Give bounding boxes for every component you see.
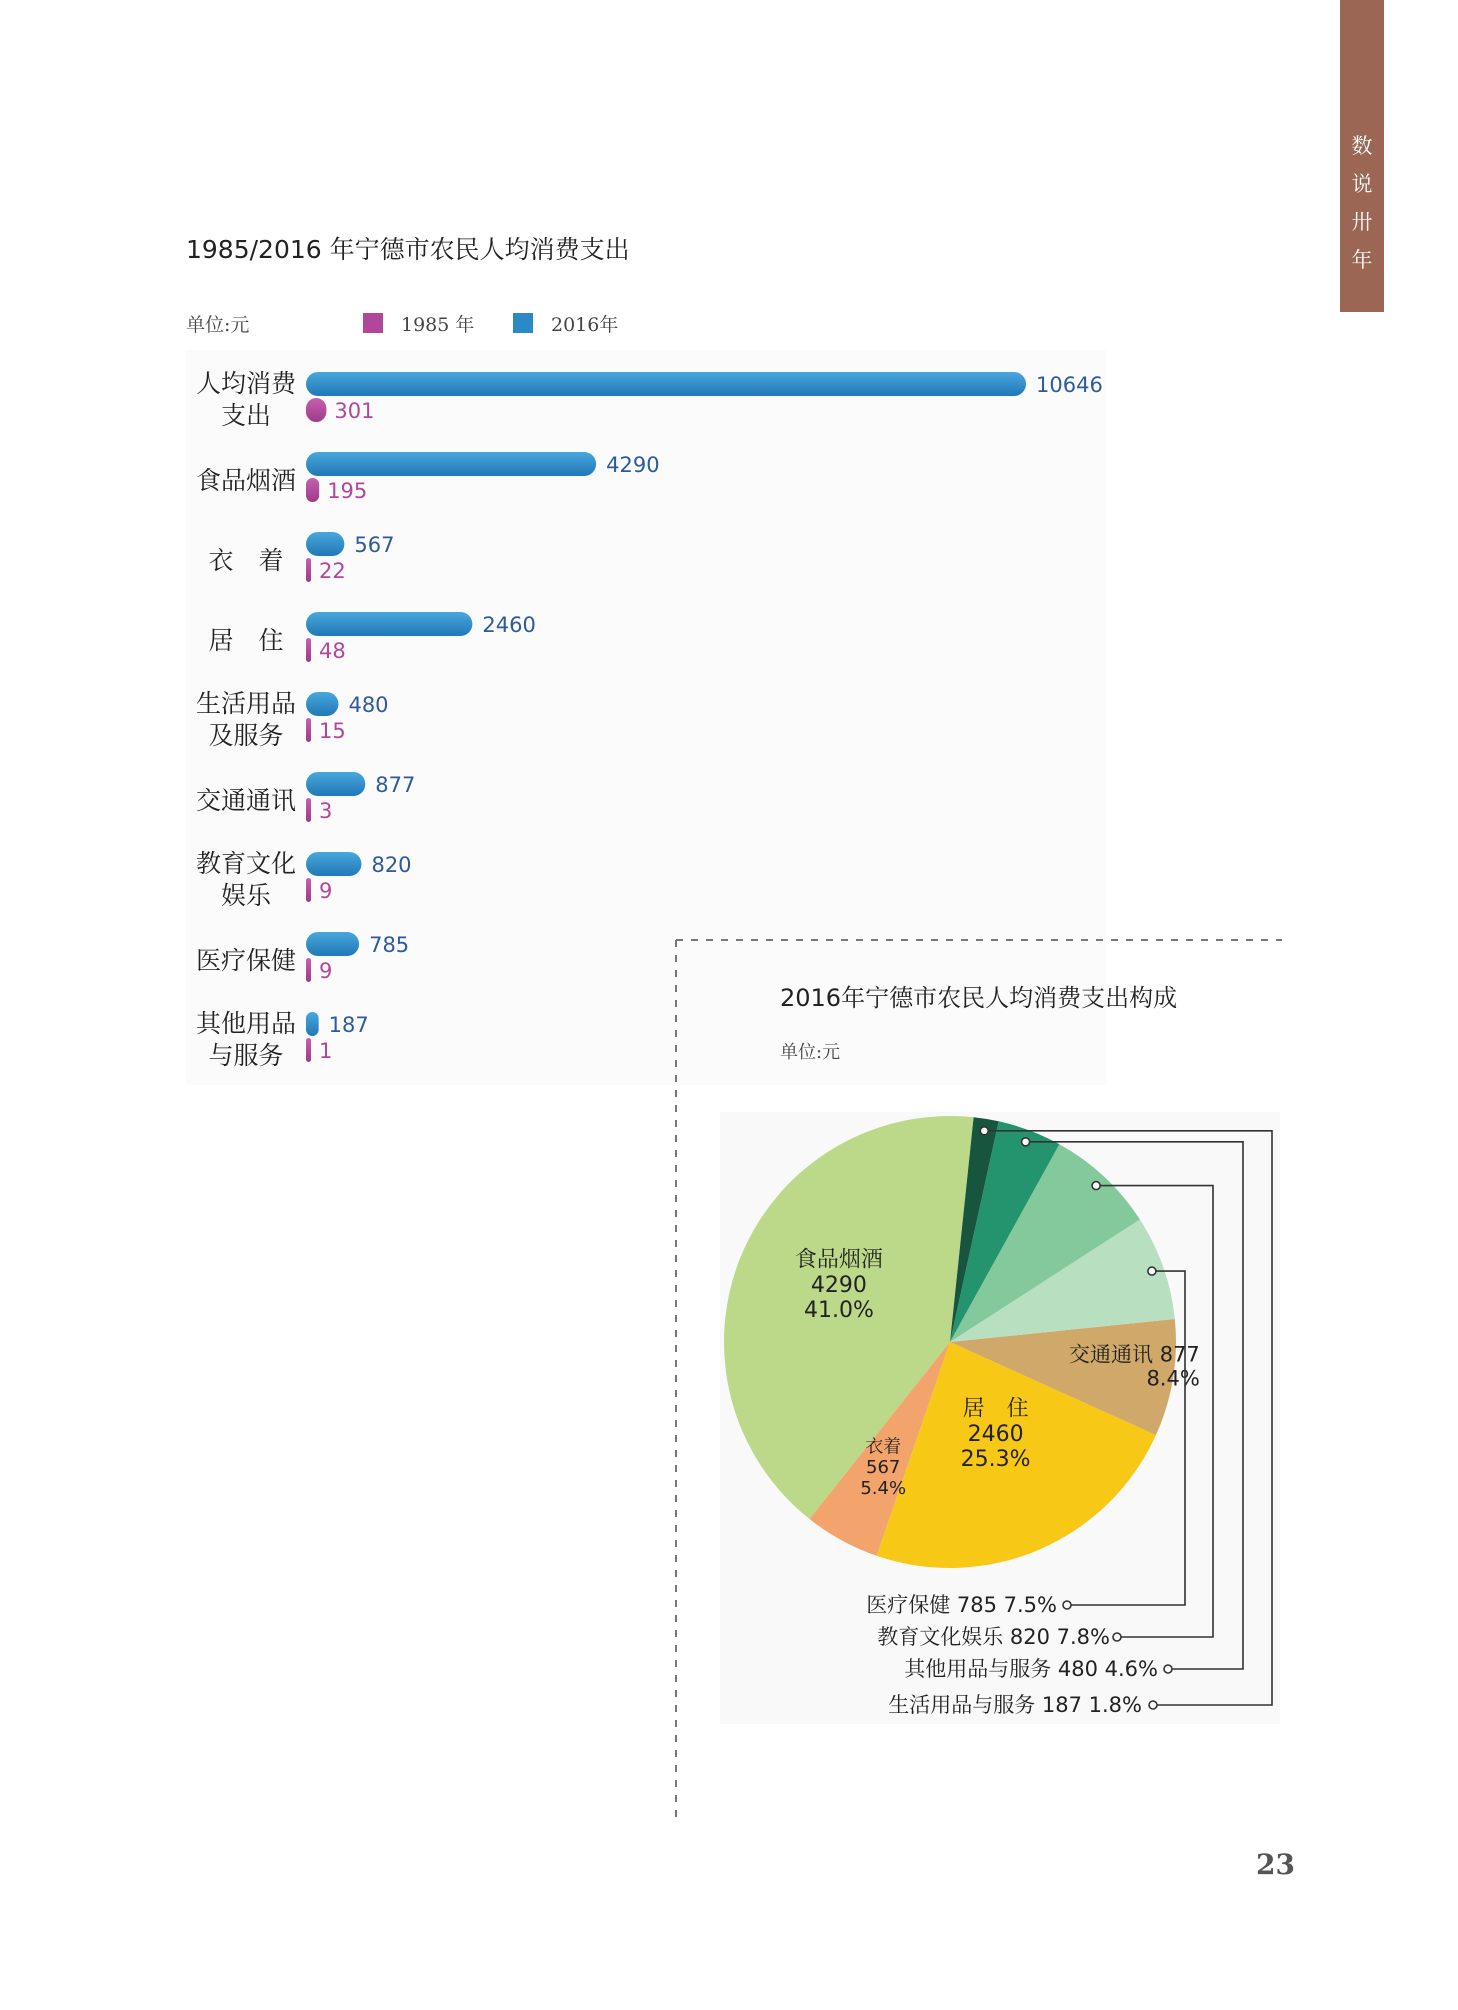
bar-1985 (306, 718, 311, 742)
category-label (196, 849, 296, 910)
bar-value-2016: 480 (348, 693, 389, 717)
pie-slice-label-line: 衣着 (865, 1436, 902, 1458)
bar-chart-unit: 单位:元 (186, 313, 250, 336)
category-label (196, 369, 297, 430)
category-label-line: 支出 (220, 401, 272, 430)
callout-dot (1092, 1182, 1100, 1190)
callout-dot (1113, 1633, 1121, 1641)
bar-value-1985: 9 (319, 959, 333, 983)
legend-label-2016: 2016年 (551, 313, 619, 336)
bar-2016 (306, 532, 344, 556)
bar-2016 (306, 692, 338, 716)
pie-chart-svg (720, 1112, 1280, 1724)
section-tab-char: 数 (1351, 134, 1373, 158)
pie-slice-label-line: 居 住 (962, 1396, 1029, 1422)
bar-2016 (306, 772, 365, 796)
bar-2016 (306, 1012, 319, 1036)
bar-1985 (306, 638, 311, 662)
bar-value-1985: 1 (319, 1039, 333, 1063)
bar-value-2016: 820 (371, 853, 412, 877)
bar-value-1985: 3 (319, 799, 333, 823)
legend-swatch-2016 (513, 313, 533, 333)
bar-value-2016: 4290 (606, 453, 660, 477)
callout-dot (1148, 1267, 1156, 1275)
bar-2016 (306, 452, 596, 476)
page-number: 23 (1256, 1848, 1295, 1881)
category-label-line: 娱乐 (220, 881, 272, 910)
pie-slice-label-line: 567 (866, 1457, 901, 1479)
pie-slice-label-line: 5.4% (860, 1477, 907, 1499)
pie-chart-title: 2016年宁德市农民人均消费支出构成 (780, 984, 1178, 1012)
bar-2016 (306, 612, 472, 636)
category-label-line: 生活用品 (195, 689, 297, 718)
callout-dot (1022, 1138, 1030, 1146)
pie-slice-label (961, 1397, 1031, 1473)
bar-2016 (306, 932, 359, 956)
section-tab-char: 说 (1351, 172, 1373, 196)
pie-chart-unit: 单位:元 (780, 1042, 841, 1063)
bar-value-1985: 301 (334, 399, 375, 423)
category-label-line: 居 住 (208, 626, 284, 655)
category-label (208, 626, 283, 655)
bar-1985 (306, 798, 311, 822)
category-label-line: 人均消费 (195, 369, 297, 398)
bar-1985 (306, 878, 311, 902)
category-label (196, 946, 296, 975)
category-label-line: 教育文化 (195, 849, 297, 878)
bar-1985 (306, 398, 326, 422)
bar-value-2016: 567 (354, 533, 395, 557)
bar-value-2016: 187 (328, 1013, 369, 1037)
bar-value-2016: 10646 (1036, 373, 1103, 397)
section-tab (1340, 0, 1384, 312)
bar-1985 (306, 558, 311, 582)
bar-value-1985: 9 (319, 879, 333, 903)
bar-1985 (306, 478, 319, 502)
category-label-line: 食品烟酒 (195, 466, 297, 495)
category-label (196, 1009, 296, 1070)
category-label-line: 衣 着 (208, 546, 284, 575)
bar-2016 (306, 372, 1026, 396)
pie-slice-label-line: 25.3% (960, 1447, 1031, 1473)
bar-chart (186, 350, 1106, 1085)
callout-label: 医疗保健 785 7.5% (866, 1593, 1057, 1617)
callout-dot (1164, 1665, 1172, 1673)
category-label (196, 689, 296, 750)
pie-slice-label-line: 交通通讯 877 (1069, 1342, 1200, 1367)
bar-1985 (306, 958, 311, 982)
category-label-line: 及服务 (208, 721, 284, 750)
pie-slice-label-line: 8.4% (1146, 1366, 1200, 1391)
category-label (208, 546, 283, 575)
legend-swatch-1985 (363, 313, 383, 333)
category-label (196, 786, 296, 815)
callout-label: 教育文化娱乐 820 7.8% (877, 1625, 1110, 1649)
bar-chart-legend (186, 310, 618, 336)
bar-value-1985: 195 (327, 479, 368, 503)
bar-value-1985: 15 (319, 719, 346, 743)
category-label-line: 与服务 (208, 1041, 284, 1070)
bar-chart-title: 1985/2016 年宁德市农民人均消费支出 (186, 235, 630, 264)
category-label-line: 其他用品 (195, 1009, 297, 1038)
callout-dot (980, 1127, 988, 1135)
bar-2016 (306, 852, 361, 876)
legend-label-1985: 1985 年 (401, 313, 475, 336)
callout-label: 其他用品与服务 480 4.6% (904, 1657, 1158, 1681)
pie-slice-label-line: 41.0% (803, 1298, 874, 1324)
pie-slice-label-line: 4290 (810, 1272, 867, 1298)
category-label (196, 466, 296, 495)
bar-value-2016: 785 (369, 933, 410, 957)
bar-chart-svg (186, 350, 1106, 1085)
pie-slice-label (860, 1436, 906, 1498)
section-tab-char: 年 (1351, 248, 1373, 272)
bar-1985 (306, 1038, 311, 1062)
callout-label: 生活用品与服务 187 1.8% (888, 1693, 1142, 1717)
pie-chart (720, 1112, 1280, 1724)
bar-value-1985: 22 (319, 559, 346, 583)
pie-slice-label-line: 食品烟酒 (794, 1247, 883, 1273)
bar-value-1985: 48 (319, 639, 346, 663)
bar-value-2016: 2460 (482, 613, 536, 637)
callout-dot (1063, 1601, 1071, 1609)
section-tab-char: 卅 (1351, 210, 1373, 234)
category-label-line: 医疗保健 (195, 946, 297, 975)
pie-slice-label-line: 2460 (967, 1421, 1024, 1447)
bar-value-2016: 877 (375, 773, 416, 797)
callout-dot (1149, 1701, 1157, 1709)
category-label-line: 交通通讯 (195, 786, 297, 815)
